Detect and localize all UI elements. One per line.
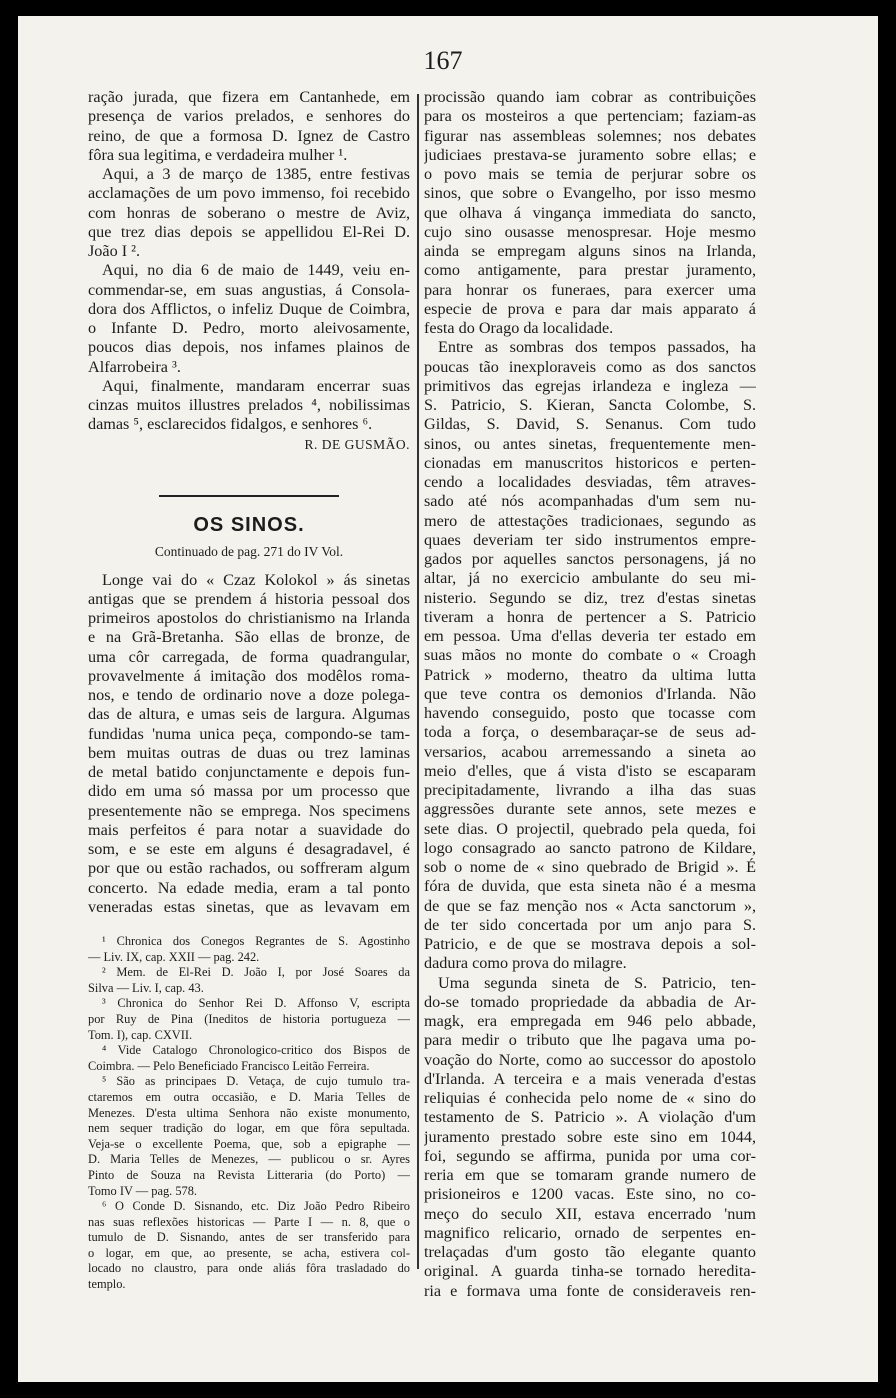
text-line: prisioneiros e 1200 vacas. Este sino, no co- — [424, 1185, 756, 1204]
text-line: que olhava á vingança immediata do sancto, — [424, 203, 756, 222]
text-line: figurar nas assembleas solemnes; nos debates — [424, 126, 756, 145]
text-line: provavelmente á imitação dos modêlos roma- — [88, 666, 410, 685]
section-separator — [159, 495, 339, 497]
text-line: das de altura, e umas seis de largura. Algumas — [88, 705, 410, 724]
text-line: sob o nome de « sino quebrado de Brigid ». É — [424, 858, 756, 876]
footnote-line: Pinto de Souza na Revista Litteraria (do Porto) — — [88, 1167, 410, 1182]
footnote-line: ⁵ São as principaes D. Vetaça, de cujo tumulo tra- — [102, 1074, 410, 1089]
text-line: antigas que se prendem á historia pessoal dos — [88, 589, 410, 608]
text-line: que trez dias depois se appellidou El-Rei D. — [88, 222, 410, 241]
text-line: Patrick » moderno, theatro da ultima lutta — [424, 665, 756, 684]
footnote-line: templo. — [88, 1277, 126, 1292]
footnote-line: ctaremos em outra occasião, e D. Maria Telles de — [88, 1089, 410, 1104]
text-line: acclamações de um povo immenso, foi recebido — [88, 184, 410, 203]
text-line: em pessoa. Uma d'ellas deveria ter estado em — [424, 627, 756, 645]
text-line: precipitadamente, livrando a ilha das suas — [424, 781, 756, 799]
text-line: Patricio, e de que se mostrava depois a sol- — [424, 935, 756, 953]
text-line: Longe vai do « Czaz Kolokol » ás sinetas — [102, 570, 410, 589]
footnote-line: Veja-se o excellente Poema, que, sob a epigraphe — — [88, 1136, 410, 1151]
footnote-line: Silva — Liv. I, cap. 43. — [88, 980, 204, 995]
text-line: e na Grã-Bretanha. São ellas de bronze, de — [88, 628, 410, 647]
text-line: dora dos Afflictos, o infeliz Duque de Coimbra, — [88, 299, 410, 318]
document-page — [18, 16, 878, 1382]
footnote-line: Tomo IV — pag. 578. — [88, 1183, 198, 1198]
text-line: som, e se este em alguns é desagradavel, é — [88, 840, 410, 858]
right-column — [424, 88, 756, 1301]
text-line: presentemente não se emprega. Nos specimens — [88, 801, 410, 820]
text-line: bem muitas outras de duas ou trez laminas — [88, 743, 410, 762]
footnote-line: D. Maria Telles de Menezes, — publicou o sr. Ayres — [88, 1152, 410, 1167]
text-line: reliquias é conhecida pelo nome de « sino do — [424, 1089, 756, 1107]
page-number: 167 — [423, 46, 463, 75]
text-line: fundidas 'numa unica peça, compondo-se tam- — [88, 724, 410, 743]
footnote-line: locado no claustro, para onde aliás fôra trasladado do — [88, 1261, 410, 1276]
text-line: o povo mais se temia de perjurar sobre os — [424, 165, 756, 183]
text-line: procissão quando iam cobrar as contribuições — [424, 88, 756, 106]
text-line: de ter sido concertada por um anjo para S. — [424, 915, 756, 934]
text-line: havendo conseguido, posto que tocasse com — [424, 704, 756, 722]
text-line: quaes deveriam ter sido instrumentos empre- — [424, 530, 756, 549]
left-column — [88, 88, 410, 1293]
text-line: poucas tão inexploraveis como as dos sanctos — [424, 357, 756, 376]
text-line: voação do Norte, como ao successor do apostolo — [424, 1050, 756, 1069]
text-line: mais perfeitos é para notar a suavidade do — [88, 820, 410, 839]
text-line: concerto. Na edade media, eram a tal ponto — [88, 878, 410, 897]
text-line: judiciaes prestava-se juramento sobre ellas; e — [424, 145, 756, 164]
text-line: cujo sino ousasse menospresar. Hoje mesmo — [424, 222, 756, 241]
footnote-line: Menezes. D'esta ultima Senhora não existe monumento, — [88, 1105, 410, 1120]
text-line: com honras de soberano o mestre de Aviz, — [88, 203, 410, 222]
text-line: de que se faz menção nos « Acta sanctorum », — [424, 896, 756, 915]
text-line: tiveram a honra de pertencer a S. Patricio — [424, 607, 756, 626]
text-line: dadura como prova do milagre. — [424, 954, 627, 973]
footnote-line: ¹ Chronica dos Conegos Regrantes de S. Agostinho — [102, 934, 410, 948]
text-line: especie de prova e para dar mais apparato á — [424, 299, 756, 318]
text-line: poucos dias depois, nos infames plainos de — [88, 338, 410, 357]
article-body — [88, 571, 410, 918]
footnote-line: Coimbra. — Pelo Beneficiado Francisco Leitão Ferreira. — [88, 1058, 370, 1073]
text-line: ria e formava uma fonte de consideraveis ren- — [424, 1281, 756, 1300]
text-line: o Infante D. Pedro, morto aleivosamente, — [88, 319, 410, 337]
footnote-line: ⁴ Vide Catalogo Chronologico-critico dos Bispos de — [102, 1043, 410, 1058]
text-line: sete dias. O projectil, quebrado pela queda, foi — [424, 819, 756, 838]
text-line: magk, era empregada em 946 pelo abbade, — [424, 1012, 756, 1030]
text-line: presença de varios prelados, e senhores do — [88, 107, 410, 126]
text-line: commendar-se, em suas angustias, á Consola- — [88, 280, 410, 299]
text-line: festa do Orago da localidade. — [424, 319, 614, 337]
text-line: versarios, acabou arremessando a sineta ao — [424, 742, 756, 761]
text-line: toda a força, o desembaraçar-se de seus ad- — [424, 723, 756, 742]
text-line: gados por aquelles sanctos personagens, já no — [424, 550, 756, 568]
text-line: por que ou estão rachados, ou soffreram algum — [88, 859, 410, 878]
text-line: ração jurada, que fizera em Cantanhede, em — [88, 88, 410, 106]
text-line: fóra de duvida, que esta sineta não é a mesma — [424, 877, 756, 896]
text-line: mero de attestações tradicionaes, segundo as — [424, 511, 756, 530]
text-line: cinzas muitos illustres prelados ⁴, nobilissimas — [88, 396, 410, 414]
text-line: Gildas, S. David, S. Senanus. Com tudo — [424, 415, 756, 434]
article-continuation — [424, 88, 756, 1301]
footnote-line: nem sequer tradição do logar, em que fôra sepultada. — [88, 1121, 410, 1136]
closing-paragraphs — [88, 88, 410, 435]
text-line: João I ². — [88, 242, 141, 260]
text-line: reino, de que a formosa D. Ignez de Castro — [88, 126, 410, 145]
text-line: meço do seculo XII, estava encerrado 'num — [424, 1204, 756, 1223]
footnote-line: o logar, em que, ao presente, se acha, estivera col- — [88, 1245, 410, 1260]
text-line: uma côr carregada, de forma quadrangular, — [88, 647, 410, 666]
footnote-line: — Liv. IX, cap. XXII — pag. 242. — [88, 949, 260, 964]
text-line: Aqui, no dia 6 de maio de 1449, veiu en- — [102, 261, 410, 280]
footnote-line: nas suas reflexões historicas — Parte I — n. 8, que o — [88, 1214, 410, 1229]
text-line: Uma segunda sineta de S. Patricio, ten- — [438, 973, 756, 992]
text-line: para medir o tributo que lhe pagava uma po- — [424, 1031, 756, 1050]
text-line: para honrar os funeraes, para exercer uma — [424, 280, 756, 299]
text-line: fôra sua legitima, e verdadeira mulher ¹. — [88, 145, 348, 164]
text-line: do-se tomado propriedade da abbadia de Ar- — [424, 992, 756, 1011]
text-line: dido em uma só massa por um processo que — [88, 782, 410, 801]
column-divider — [417, 94, 419, 1269]
text-line: testamento de S. Patricio ». A violação d'um — [424, 1108, 756, 1127]
text-line: juramento prestado sobre este sino em 1044, — [424, 1127, 756, 1146]
text-line: reria em que se tomaram grande numero de — [424, 1166, 756, 1184]
text-line: cendo a localidades desviadas, têm atraves- — [424, 473, 756, 491]
text-line: trelaçadas d'um gosto tão elegante quanto — [424, 1243, 756, 1261]
text-line: de metal batido conjunctamente e depois fun- — [88, 763, 410, 781]
author-signature: R. DE GUSMÃO. — [304, 436, 410, 452]
text-line: altar, já no exercicio ambulante do seu mi- — [424, 569, 756, 588]
text-line: meio d'elles, que á vista d'isto se escaparam — [424, 761, 756, 780]
footnote-line: ² Mem. de El-Rei D. João I, por José Soares da — [102, 965, 410, 980]
text-line: como antigamente, para prestar juramento, — [424, 261, 756, 280]
footnotes — [88, 934, 410, 1293]
text-line: sinos, que sobre o Evangelho, por isso mesmo — [424, 184, 756, 203]
text-line: Aqui, a 3 de março de 1385, entre festivas — [102, 165, 410, 183]
text-line: sado até nós acompanhadas d'um sem nu- — [424, 492, 756, 511]
continuation-note: Continuado de pag. 271 do IV Vol. — [154, 543, 344, 559]
text-line: ainda se empregam alguns sinos na Irlanda, — [424, 242, 756, 260]
text-line: Aqui, finalmente, mandaram encerrar suas — [102, 376, 410, 395]
text-line: cionadas em manuscritos historicos e perten- — [424, 453, 756, 472]
text-line: nos, e tendo de ordinario nove a doze polega- — [88, 686, 410, 704]
footnote-line: Tom. I), cap. CXVII. — [88, 1027, 193, 1042]
text-line: primeiros apostolos do christianismo na Irlanda — [88, 609, 410, 627]
text-line: para os mosteiros a que pertenciam; faziam-as — [424, 107, 756, 126]
text-line: S. Patricio, S. Kieran, Sancta Colombe, S. — [424, 396, 756, 414]
text-line: foi, segundo se affirma, punida por uma cor- — [424, 1146, 756, 1165]
footnote-line: por Ruy de Pina (Ineditos de historia portugueza — — [88, 1011, 410, 1026]
text-line: Entre as sombras dos tempos passados, ha — [438, 338, 756, 357]
text-line: logo consagrado ao sancto patrono de Kildare, — [424, 838, 756, 857]
text-line: suas mãos no monte do combate o « Croagh — [424, 646, 756, 665]
text-line: nisterio. Segundo se diz, trez d'estas sinetas — [424, 588, 756, 607]
section-title: OS SINOS. — [193, 513, 305, 536]
text-line: damas ⁵, esclarecidos fidalgos, e senhores ⁶. — [88, 415, 373, 434]
text-line: Alfarrobeira ³. — [88, 357, 181, 376]
text-line: original. A guarda tinha-se tornado heredita- — [424, 1262, 756, 1281]
text-line: primitivos das egrejas irlandeza e ingleza — — [424, 376, 756, 395]
text-line: veneradas estas sinetas, que as levavam em — [88, 897, 410, 916]
text-line: aggressões durante sete annos, sete mezes e — [424, 800, 756, 819]
text-line: d'Irlanda. A terceira e a mais venerada d'estas — [424, 1069, 756, 1088]
text-line: que teve contra os demonios d'Irlanda. Não — [424, 684, 756, 703]
text-line: sinos, ou antes sinetas, frequentemente men- — [424, 434, 756, 453]
footnote-line: ³ Chronica do Senhor Rei D. Affonso V, escripta — [102, 996, 410, 1011]
text-line: magnifico relicario, ornado de serpentes en- — [424, 1223, 756, 1242]
footnote-line: ⁶ O Conde D. Sisnando, etc. Diz João Pedro Ribeiro — [102, 1199, 410, 1214]
footnote-line: tumulo de D. Sisnando, antes de ser transferido para — [88, 1230, 410, 1245]
